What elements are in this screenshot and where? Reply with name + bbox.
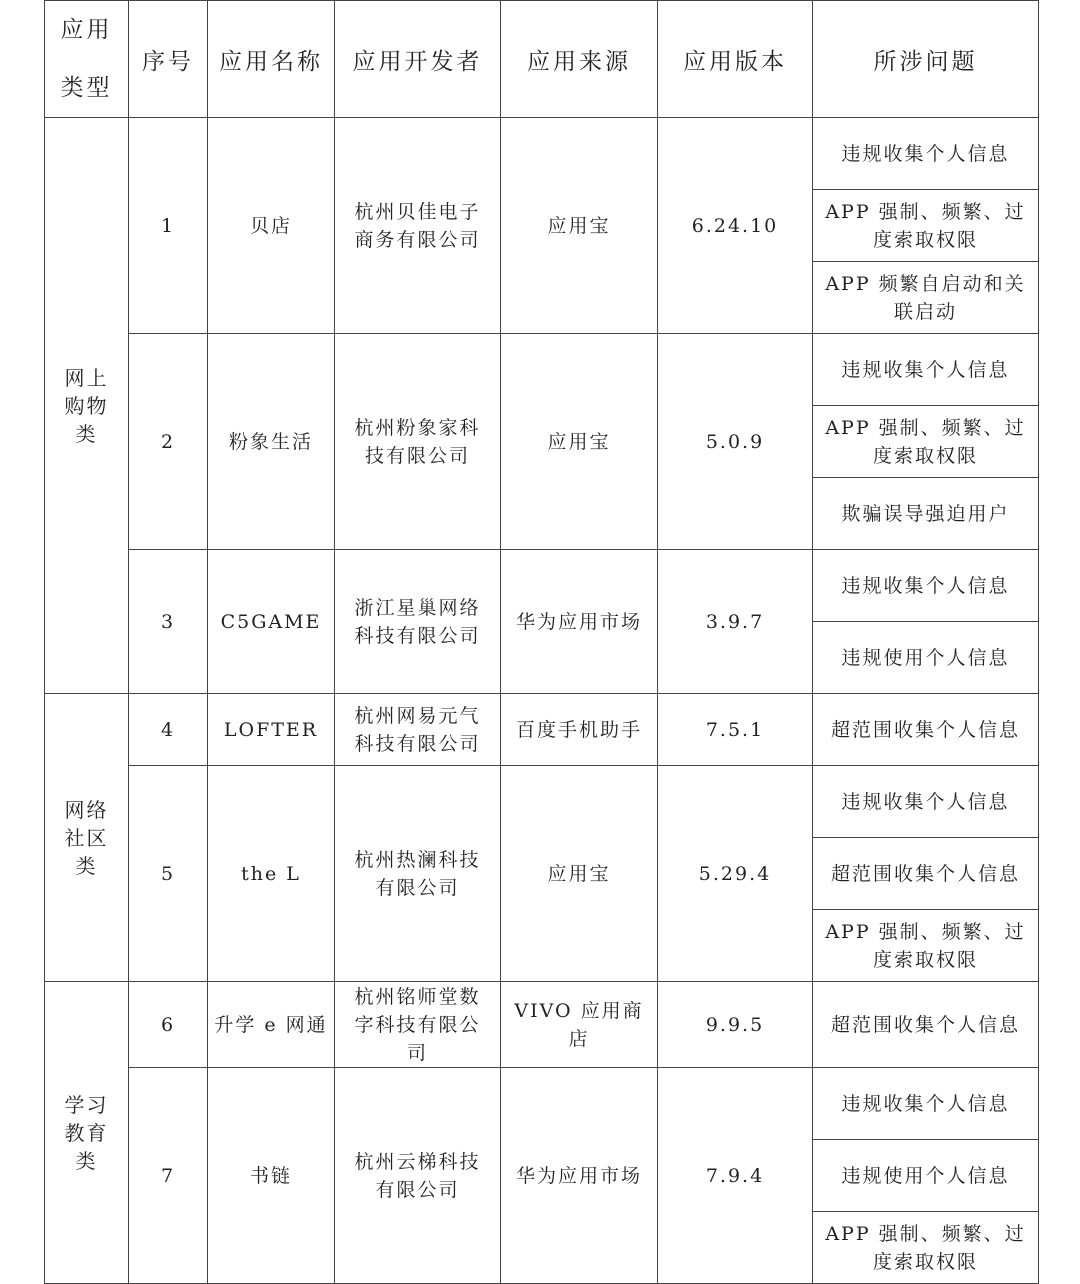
developer-line2: 有限公司 (375, 1178, 460, 1201)
category-education-line2: 教育 (64, 1120, 109, 1145)
issue-cell: 违规收集个人信息 (813, 766, 1039, 838)
category-social (45, 694, 129, 982)
header-app-type-line1: 应用 (60, 17, 113, 43)
category-education-line3: 类 (75, 1148, 98, 1173)
app-name-cell: 贝店 (208, 118, 335, 334)
issue-cell: 违规收集个人信息 (813, 1068, 1039, 1140)
issue-cell: APP 强制、频繁、过度索取权限 (813, 406, 1039, 478)
seq-cell: 6 (129, 982, 208, 1068)
source-cell: 应用宝 (501, 766, 658, 982)
header-seq: 序号 (129, 1, 208, 118)
category-social-line2: 社区 (64, 825, 109, 850)
app-name-cell: C5GAME (208, 550, 335, 694)
header-developer: 应用开发者 (335, 1, 501, 118)
issue-cell: APP 强制、频繁、过度索取权限 (813, 910, 1039, 982)
issue-cell: 超范围收集个人信息 (813, 694, 1039, 766)
category-shopping (45, 118, 129, 694)
issue-cell: 违规使用个人信息 (813, 1140, 1039, 1212)
source-cell: 百度手机助手 (501, 694, 658, 766)
category-shopping-line1: 网上 (64, 365, 109, 390)
table-row (45, 982, 1039, 1068)
developer-line2: 科技有限公司 (354, 624, 481, 647)
app-name-cell: 升学 e 网通 (208, 982, 335, 1068)
issue-cell: 违规收集个人信息 (813, 118, 1039, 190)
category-education-line1: 学习 (64, 1092, 109, 1117)
header-app-type-line2: 类型 (60, 75, 113, 101)
table-row (45, 694, 1039, 766)
seq-cell: 3 (129, 550, 208, 694)
issue-cell: 超范围收集个人信息 (813, 982, 1039, 1068)
issue-cell: 欺骗误导强迫用户 (813, 478, 1039, 550)
app-name-cell: the L (208, 766, 335, 982)
issue-cell: 超范围收集个人信息 (813, 838, 1039, 910)
issue-cell: 违规使用个人信息 (813, 622, 1039, 694)
seq-cell: 4 (129, 694, 208, 766)
developer-cell (335, 1068, 501, 1284)
table-row (45, 766, 1039, 838)
source-cell: 应用宝 (501, 118, 658, 334)
developer-line2: 商务有限公司 (354, 228, 481, 251)
source-cell: 华为应用市场 (501, 550, 658, 694)
developer-line1: 杭州网易元气 (354, 704, 481, 727)
seq-cell: 2 (129, 334, 208, 550)
developer-line1: 杭州云梯科技 (354, 1150, 481, 1173)
seq-cell: 1 (129, 118, 208, 334)
developer-line1: 杭州铭师堂数 (354, 985, 481, 1008)
developer-line1: 杭州粉象家科 (354, 416, 481, 439)
developer-cell (335, 766, 501, 982)
developer-cell (335, 694, 501, 766)
developer-line1: 浙江星巢网络 (354, 596, 481, 619)
table-row (45, 550, 1039, 622)
developer-line2: 有限公司 (375, 876, 460, 899)
version-cell: 3.9.7 (658, 550, 813, 694)
source-cell: 应用宝 (501, 334, 658, 550)
source-cell: 华为应用市场 (501, 1068, 658, 1284)
issue-cell: 违规收集个人信息 (813, 550, 1039, 622)
header-app-name: 应用名称 (208, 1, 335, 118)
category-shopping-line2: 购物 (64, 393, 109, 418)
issue-cell: 违规收集个人信息 (813, 334, 1039, 406)
developer-line2: 字科技有限公 (354, 1013, 481, 1036)
developer-cell (335, 334, 501, 550)
issue-cell: APP 频繁自启动和关联启动 (813, 262, 1039, 334)
table-row (45, 1068, 1039, 1140)
developer-line3: 司 (406, 1041, 428, 1064)
developer-cell (335, 118, 501, 334)
version-cell: 7.9.4 (658, 1068, 813, 1284)
app-name-cell: 粉象生活 (208, 334, 335, 550)
app-name-cell: LOFTER (208, 694, 335, 766)
header-row (45, 1, 1039, 118)
table-row (45, 334, 1039, 406)
version-cell: 6.24.10 (658, 118, 813, 334)
version-cell: 7.5.1 (658, 694, 813, 766)
header-app-type (45, 1, 129, 118)
seq-cell: 7 (129, 1068, 208, 1284)
category-shopping-line3: 类 (75, 421, 98, 446)
source-cell: VIVO 应用商店 (501, 982, 658, 1068)
header-version: 应用版本 (658, 1, 813, 118)
header-issues: 所涉问题 (813, 1, 1039, 118)
version-cell: 5.0.9 (658, 334, 813, 550)
issue-cell: APP 强制、频繁、过度索取权限 (813, 1212, 1039, 1284)
developer-cell (335, 550, 501, 694)
developer-line2: 科技有限公司 (354, 732, 481, 755)
version-cell: 9.9.5 (658, 982, 813, 1068)
category-education (45, 982, 129, 1284)
category-social-line3: 类 (75, 853, 98, 878)
app-name-cell: 书链 (208, 1068, 335, 1284)
header-source: 应用来源 (501, 1, 658, 118)
category-social-line1: 网络 (64, 797, 109, 822)
developer-line1: 杭州热澜科技 (354, 848, 481, 871)
seq-cell: 5 (129, 766, 208, 982)
developer-line2: 技有限公司 (364, 444, 470, 467)
issue-cell: APP 强制、频繁、过度索取权限 (813, 190, 1039, 262)
table-row (45, 118, 1039, 190)
developer-cell (335, 982, 501, 1068)
developer-line1: 杭州贝佳电子 (354, 200, 481, 223)
app-violation-table (44, 0, 1039, 1284)
version-cell: 5.29.4 (658, 766, 813, 982)
